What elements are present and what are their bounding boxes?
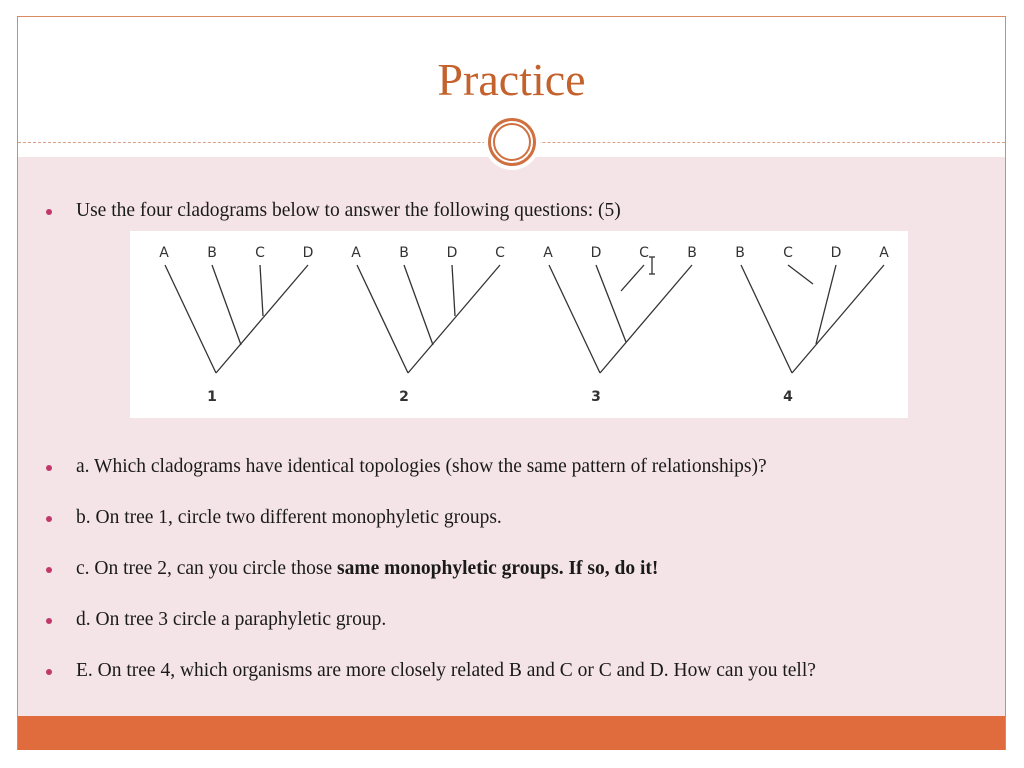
branch [621, 265, 644, 291]
branch [741, 265, 792, 373]
taxon-label: A [543, 245, 553, 261]
taxon-label: C [639, 245, 649, 261]
branch [408, 265, 500, 373]
bullet-dot-icon [46, 567, 52, 573]
tree-number: 2 [399, 389, 409, 405]
taxon-label: D [830, 245, 842, 261]
question-a-text: a. Which cladograms have identical topologies (show the same pattern of relationships)? [76, 456, 767, 477]
question-c-bold: same monophyletic groups. If so, do it! [336, 558, 659, 579]
bullet-dot-icon [46, 618, 52, 624]
taxon-label: A [159, 245, 169, 261]
question-b-text: b. On tree 1, circle two different monophyletic groups. [76, 507, 502, 528]
tree-number: 4 [783, 389, 793, 405]
taxon-label: C [255, 245, 265, 261]
bullet-dot-icon [46, 669, 52, 675]
taxon-label: A [879, 245, 889, 261]
tree-number: 1 [207, 389, 217, 405]
question-e-text: E. On tree 4, which organisms are more closely related B and C or C and D. How can you tell? [76, 660, 816, 681]
taxon-label: B [399, 245, 409, 261]
question-c-text [76, 558, 658, 580]
branch [260, 265, 263, 316]
taxon-label: B [207, 245, 217, 261]
cladograms-svg [130, 231, 908, 418]
taxon-label: D [446, 245, 458, 261]
taxon-label: D [302, 245, 314, 261]
taxon-label: B [735, 245, 745, 261]
slide-title: Practice [437, 54, 586, 105]
taxon-label: B [687, 245, 697, 261]
bullet-dot-icon [46, 209, 52, 215]
branch [212, 265, 241, 345]
branch [792, 265, 884, 373]
cladogram-4 [735, 245, 889, 405]
slide [17, 16, 1006, 750]
tree-number: 3 [591, 389, 601, 405]
branch [216, 265, 308, 373]
taxon-label: D [590, 245, 602, 261]
branch [357, 265, 408, 373]
branch [404, 265, 433, 345]
bullet-dot-icon [46, 465, 52, 471]
branch [596, 265, 626, 342]
branch [600, 265, 692, 373]
branch [165, 265, 216, 373]
intro-text: Use the four cladograms below to answer the following questions: (5) [76, 200, 621, 221]
question-d-text: d. On tree 3 circle a paraphyletic group. [76, 609, 387, 630]
branch [549, 265, 600, 373]
branch [452, 265, 455, 316]
bullet-dot-icon [46, 516, 52, 522]
cladogram-3 [543, 245, 697, 405]
branch [788, 265, 813, 284]
circle-ornament-inner-icon [493, 123, 531, 161]
footer-accent-bar [18, 716, 1005, 750]
cladogram-2 [351, 245, 505, 405]
cladograms-figure [130, 231, 908, 418]
taxon-label: C [495, 245, 505, 261]
taxon-label: A [351, 245, 361, 261]
cladogram-1 [159, 245, 313, 405]
taxon-label: C [783, 245, 793, 261]
question-c-plain: c. On tree 2, can you circle those [76, 558, 337, 579]
